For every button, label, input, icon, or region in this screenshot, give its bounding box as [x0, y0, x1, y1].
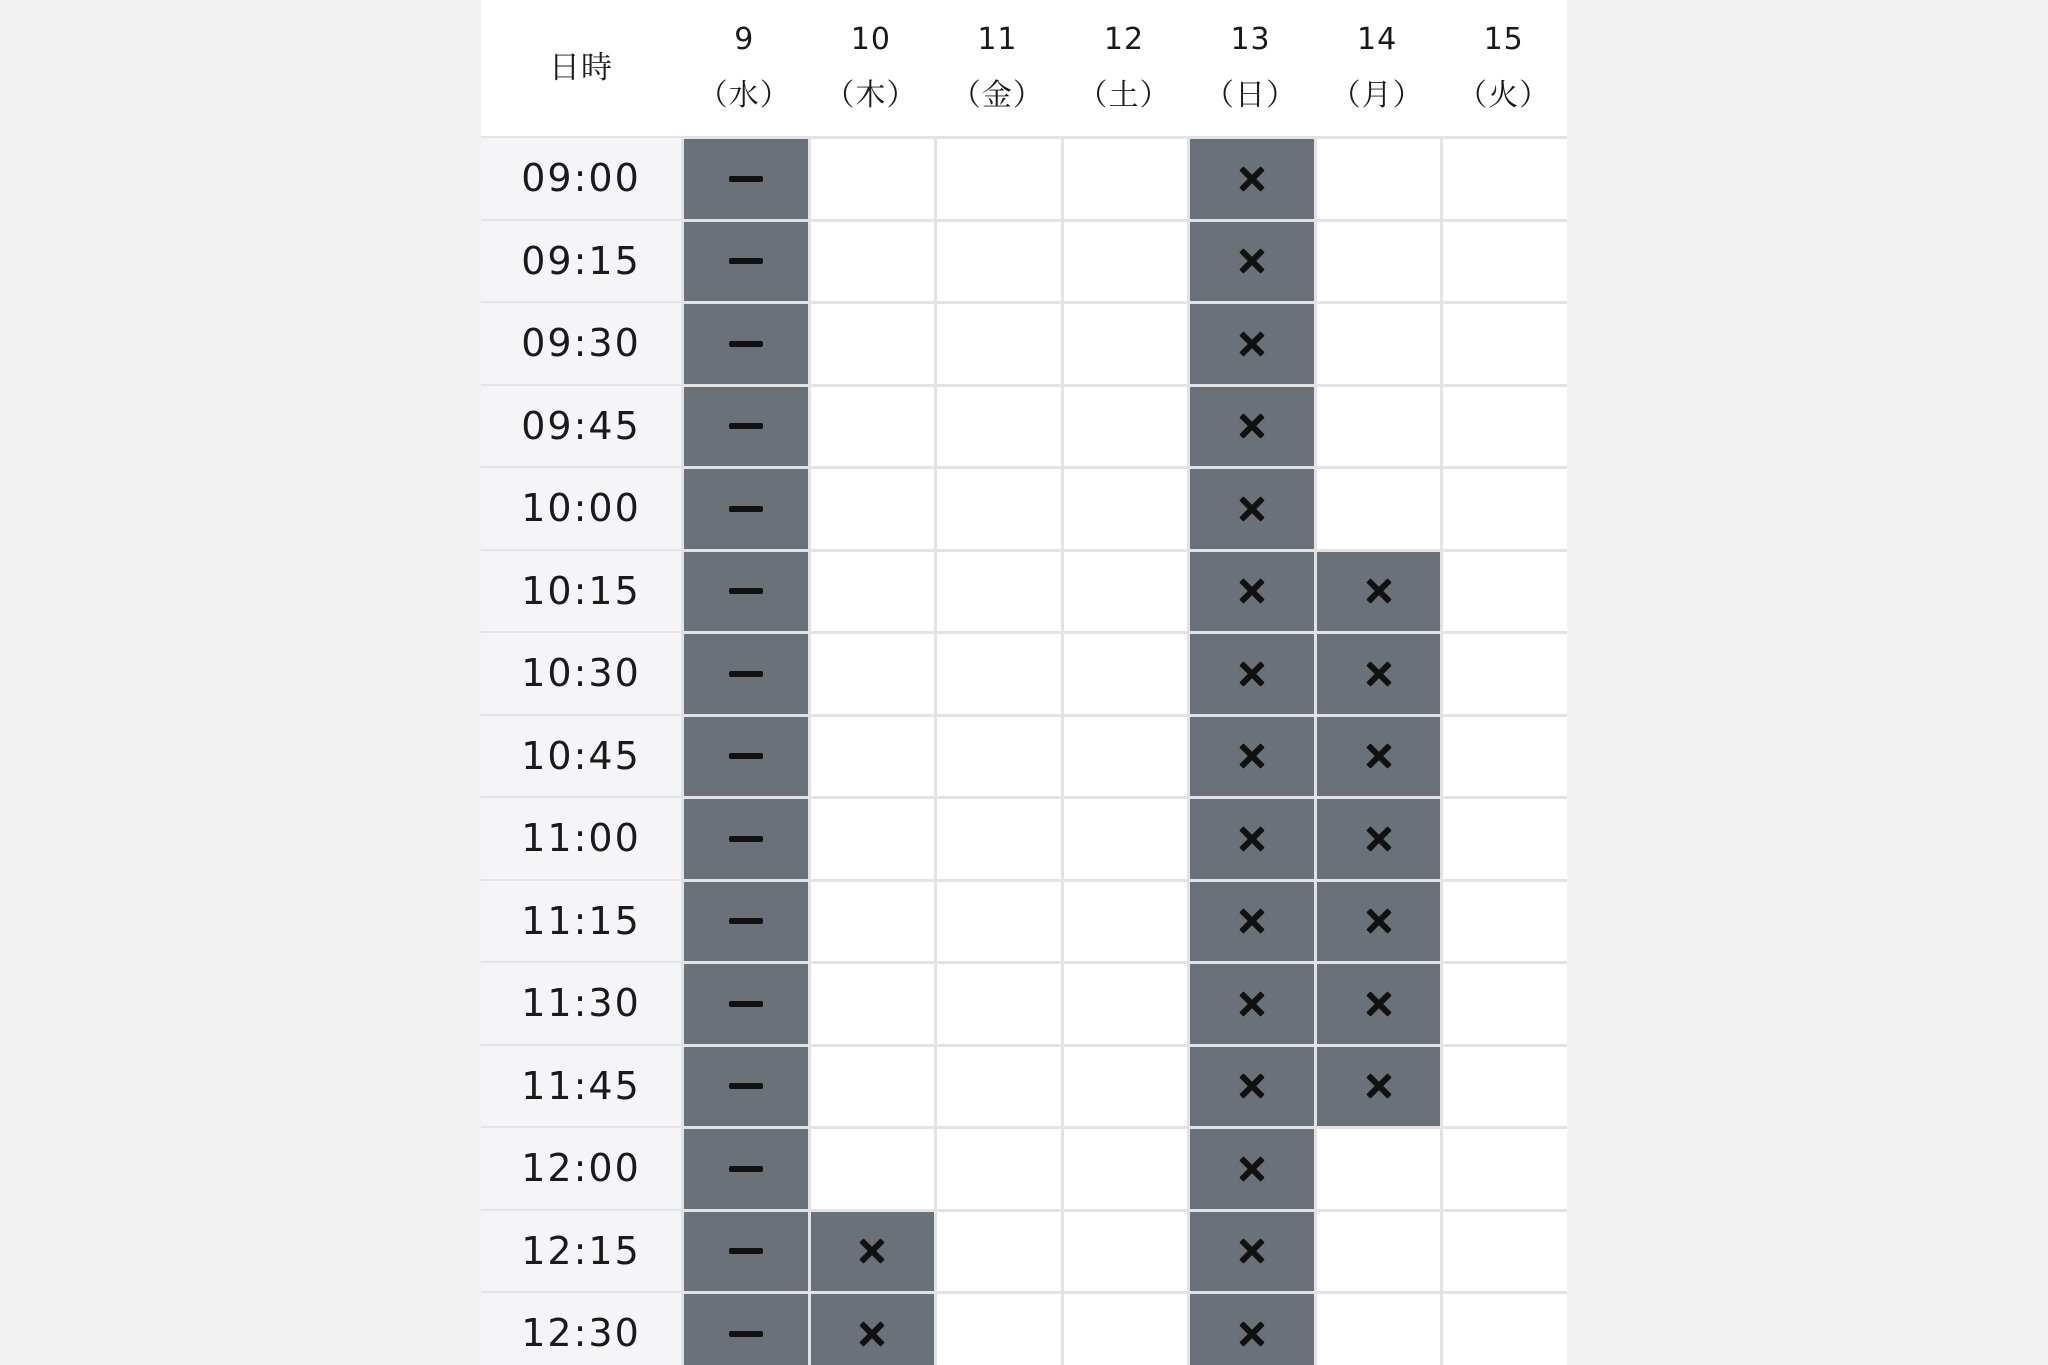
slot-cell-full [1314, 1044, 1441, 1127]
day-date: 12 [1103, 22, 1145, 57]
slot-cell-full [1314, 631, 1441, 714]
slot-cell-closed [681, 1209, 808, 1292]
slot-cell-full [1187, 961, 1314, 1044]
day-date: 9 [734, 22, 755, 57]
day-weekday: （水） [697, 78, 791, 113]
slot-cell-available[interactable] [1314, 136, 1441, 219]
slot-cell-available[interactable] [934, 384, 1061, 467]
cross-full-icon [1366, 661, 1392, 687]
day-header [934, 0, 1061, 136]
slot-cell-available[interactable] [1440, 384, 1567, 467]
slot-cell-available[interactable] [1061, 879, 1188, 962]
time-slot-label: 12:30 [481, 1291, 681, 1365]
slot-cell-available[interactable] [1314, 301, 1441, 384]
cross-full-icon [1239, 1156, 1265, 1182]
cross-full-icon [859, 1321, 885, 1347]
dash-closed-icon [729, 176, 763, 182]
slot-cell-full [1187, 1126, 1314, 1209]
slot-cell-closed [681, 136, 808, 219]
slot-cell-closed [681, 466, 808, 549]
slot-cell-available[interactable] [1314, 1291, 1441, 1365]
time-slot-label: 09:30 [481, 301, 681, 384]
slot-cell-closed [681, 301, 808, 384]
reservation-panel [481, 0, 1567, 1365]
slot-cell-full [1187, 796, 1314, 879]
cross-full-icon [1239, 578, 1265, 604]
slot-cell-available[interactable] [1061, 549, 1188, 632]
slot-cell-available[interactable] [1061, 1209, 1188, 1292]
slot-cell-available[interactable] [1061, 219, 1188, 302]
time-slot-label: 11:30 [481, 961, 681, 1044]
slot-cell-available[interactable] [1061, 714, 1188, 797]
slot-cell-available[interactable] [808, 466, 935, 549]
slot-cell-closed [681, 714, 808, 797]
dash-closed-icon [729, 341, 763, 347]
slot-cell-available[interactable] [1440, 1126, 1567, 1209]
day-weekday: （日） [1204, 78, 1298, 113]
slot-cell-available[interactable] [1061, 1291, 1188, 1365]
slot-cell-full [1187, 549, 1314, 632]
dash-closed-icon [729, 588, 763, 594]
slot-cell-full [1187, 301, 1314, 384]
availability-table [481, 0, 1567, 1365]
slot-cell-available[interactable] [1061, 961, 1188, 1044]
slot-cell-full [1314, 549, 1441, 632]
slot-cell-full [1187, 384, 1314, 467]
slot-cell-available[interactable] [1440, 1291, 1567, 1365]
slot-cell-full [1187, 1209, 1314, 1292]
dash-closed-icon [729, 1001, 763, 1007]
dash-closed-icon [729, 1083, 763, 1089]
time-slot-label: 09:15 [481, 219, 681, 302]
day-weekday: （土） [1077, 78, 1171, 113]
day-header [681, 0, 808, 136]
cross-full-icon [1239, 496, 1265, 522]
time-slot-label: 10:00 [481, 466, 681, 549]
slot-cell-available[interactable] [1440, 796, 1567, 879]
slot-cell-available[interactable] [1440, 466, 1567, 549]
cross-full-icon [1239, 991, 1265, 1017]
slot-cell-available[interactable] [1440, 136, 1567, 219]
cross-full-icon [1239, 331, 1265, 357]
cross-full-icon [1239, 413, 1265, 439]
slot-cell-available[interactable] [808, 136, 935, 219]
slot-cell-available[interactable] [1314, 384, 1441, 467]
cross-full-icon [1366, 578, 1392, 604]
cross-full-icon [1239, 248, 1265, 274]
day-weekday: （木） [824, 78, 918, 113]
slot-cell-available[interactable] [1061, 631, 1188, 714]
slot-cell-available[interactable] [1440, 879, 1567, 962]
time-slot-label: 11:45 [481, 1044, 681, 1127]
slot-cell-available[interactable] [1061, 301, 1188, 384]
slot-cell-available[interactable] [934, 631, 1061, 714]
time-slot-label: 12:15 [481, 1209, 681, 1292]
time-slot-label: 09:45 [481, 384, 681, 467]
slot-cell-available[interactable] [1314, 466, 1441, 549]
slot-cell-available[interactable] [934, 1044, 1061, 1127]
cross-full-icon [1366, 908, 1392, 934]
cross-full-icon [859, 1238, 885, 1264]
slot-cell-available[interactable] [808, 549, 935, 632]
day-date: 11 [977, 22, 1018, 57]
cross-full-icon [1239, 1073, 1265, 1099]
cross-full-icon [1239, 166, 1265, 192]
slot-cell-full [1314, 796, 1441, 879]
slot-cell-available[interactable] [808, 714, 935, 797]
time-slot-label: 12:00 [481, 1126, 681, 1209]
slot-cell-available[interactable] [1061, 136, 1188, 219]
slot-cell-closed [681, 1044, 808, 1127]
cross-full-icon [1366, 991, 1392, 1017]
slot-cell-available[interactable] [808, 219, 935, 302]
slot-cell-available[interactable] [808, 1126, 935, 1209]
slot-cell-available[interactable] [808, 301, 935, 384]
cross-full-icon [1239, 661, 1265, 687]
cross-full-icon [1239, 1238, 1265, 1264]
slot-cell-available[interactable] [808, 796, 935, 879]
dash-closed-icon [729, 918, 763, 924]
slot-cell-closed [681, 549, 808, 632]
slot-cell-full [1187, 631, 1314, 714]
dash-closed-icon [729, 506, 763, 512]
slot-cell-available[interactable] [934, 1126, 1061, 1209]
time-slot-label: 10:45 [481, 714, 681, 797]
dash-closed-icon [729, 1331, 763, 1337]
slot-cell-available[interactable] [808, 1044, 935, 1127]
slot-cell-closed [681, 384, 808, 467]
time-slot-label: 10:30 [481, 631, 681, 714]
datetime-label: 日時 [549, 50, 613, 86]
slot-cell-closed [681, 219, 808, 302]
slot-cell-available[interactable] [1440, 219, 1567, 302]
slot-cell-available[interactable] [1440, 1209, 1567, 1292]
cross-full-icon [1366, 826, 1392, 852]
day-header [1440, 0, 1567, 136]
day-header [1187, 0, 1314, 136]
slot-cell-closed [681, 796, 808, 879]
slot-cell-full [808, 1209, 935, 1292]
slot-cell-available[interactable] [1440, 961, 1567, 1044]
dash-closed-icon [729, 258, 763, 264]
slot-cell-available[interactable] [808, 631, 935, 714]
cross-full-icon [1239, 908, 1265, 934]
slot-cell-available[interactable] [934, 301, 1061, 384]
slot-cell-full [1314, 714, 1441, 797]
slot-cell-available[interactable] [808, 879, 935, 962]
slot-cell-full [1187, 1044, 1314, 1127]
slot-cell-full [1187, 879, 1314, 962]
slot-cell-available[interactable] [1440, 301, 1567, 384]
slot-cell-closed [681, 631, 808, 714]
slot-cell-full [1187, 136, 1314, 219]
slot-cell-available[interactable] [1314, 1126, 1441, 1209]
slot-cell-full [1187, 466, 1314, 549]
time-slot-label: 10:15 [481, 549, 681, 632]
slot-cell-available[interactable] [1061, 384, 1188, 467]
slot-cell-available[interactable] [934, 219, 1061, 302]
slot-cell-available[interactable] [934, 879, 1061, 962]
day-weekday: （金） [950, 78, 1044, 113]
dash-closed-icon [729, 753, 763, 759]
dash-closed-icon [729, 1248, 763, 1254]
slot-cell-available[interactable] [1061, 796, 1188, 879]
day-date: 14 [1357, 22, 1398, 57]
slot-cell-available[interactable] [1440, 1044, 1567, 1127]
cross-full-icon [1239, 1321, 1265, 1347]
slot-cell-full [1314, 961, 1441, 1044]
day-header [1314, 0, 1441, 136]
day-date: 15 [1483, 22, 1524, 57]
day-date: 13 [1230, 22, 1271, 57]
slot-cell-available[interactable] [934, 1209, 1061, 1292]
day-date: 10 [850, 22, 891, 57]
slot-cell-available[interactable] [934, 961, 1061, 1044]
day-header [808, 0, 935, 136]
slot-cell-closed [681, 879, 808, 962]
slot-cell-closed [681, 961, 808, 1044]
slot-cell-available[interactable] [934, 1291, 1061, 1365]
corner-header [481, 0, 681, 136]
slot-cell-available[interactable] [934, 796, 1061, 879]
slot-cell-available[interactable] [808, 961, 935, 1044]
slot-cell-full [1314, 879, 1441, 962]
slot-cell-closed [681, 1126, 808, 1209]
slot-cell-available[interactable] [808, 384, 935, 467]
dash-closed-icon [729, 423, 763, 429]
slot-cell-full [808, 1291, 935, 1365]
dash-closed-icon [729, 1166, 763, 1172]
slot-cell-available[interactable] [1061, 1126, 1188, 1209]
slot-cell-available[interactable] [934, 466, 1061, 549]
slot-cell-full [1187, 1291, 1314, 1365]
time-slot-label: 09:00 [481, 136, 681, 219]
dash-closed-icon [729, 836, 763, 842]
slot-cell-closed [681, 1291, 808, 1365]
dash-closed-icon [729, 671, 763, 677]
slot-cell-full [1187, 219, 1314, 302]
slot-cell-available[interactable] [1061, 1044, 1188, 1127]
day-header [1061, 0, 1188, 136]
slot-cell-available[interactable] [1440, 631, 1567, 714]
slot-cell-available[interactable] [934, 549, 1061, 632]
time-slot-label: 11:00 [481, 796, 681, 879]
time-slot-label: 11:15 [481, 879, 681, 962]
cross-full-icon [1239, 826, 1265, 852]
cross-full-icon [1366, 743, 1392, 769]
slot-cell-full [1187, 714, 1314, 797]
slot-cell-available[interactable] [1061, 466, 1188, 549]
slot-cell-available[interactable] [1314, 1209, 1441, 1292]
slot-cell-available[interactable] [1314, 219, 1441, 302]
day-weekday: （月） [1330, 78, 1424, 113]
day-weekday: （火） [1457, 78, 1551, 113]
slot-cell-available[interactable] [934, 714, 1061, 797]
cross-full-icon [1366, 1073, 1392, 1099]
slot-cell-available[interactable] [1440, 549, 1567, 632]
slot-cell-available[interactable] [1440, 714, 1567, 797]
slot-cell-available[interactable] [934, 136, 1061, 219]
cross-full-icon [1239, 743, 1265, 769]
